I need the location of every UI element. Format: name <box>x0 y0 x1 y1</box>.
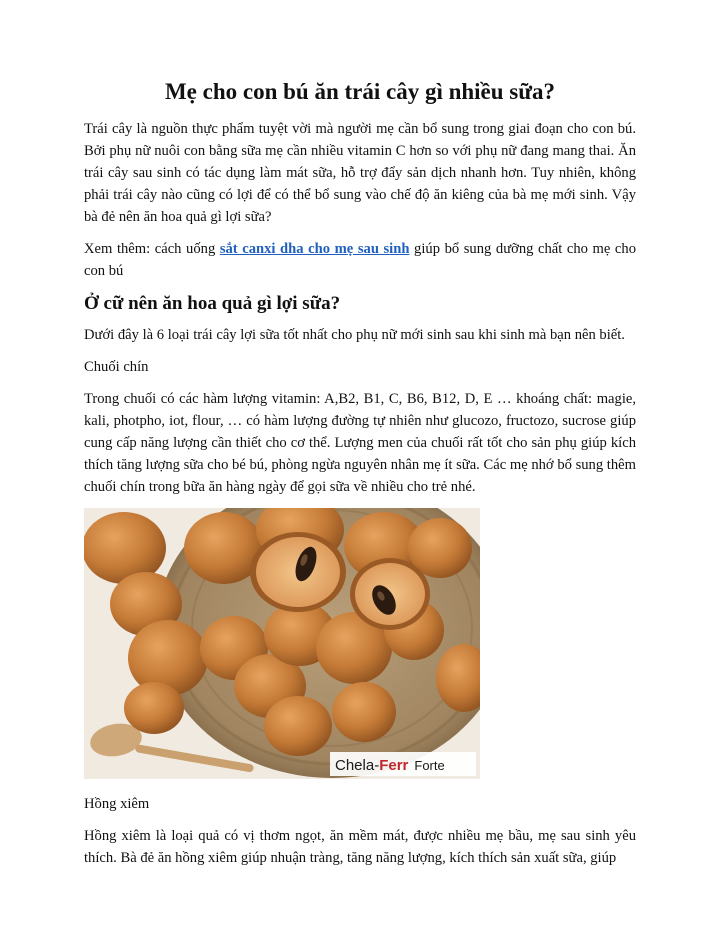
watermark-part-2: Ferr <box>379 757 409 774</box>
halved-fruit-2 <box>350 558 430 630</box>
chela-ferr-forte-watermark <box>330 752 476 776</box>
fruit-1-description: Trong chuối có các hàm lượng vitamin: A,B2, B1, C, B6, B12, D, E … khoáng chất: magie, kali, photpho, iot, flour, … có hàm lượng đường tự nhiên như glucozo, fructozo, sucrose giúp cung cấp năng lượng cần thiết cho cơ thể. Lượng men của chuối rất tốt cho sản phụ giúp kích thích tăng lượng sữa cho bé bú, phòng ngừa nguyên nhân mẹ ít sữa. Các mẹ nhớ bổ sung thêm chuối chín trong bữa ăn hàng ngày để gọi sữa về nhiều cho trẻ nhé. <box>84 391 636 495</box>
section-intro-paragraph: Dưới đây là 6 loại trái cây lợi sữa tốt nhất cho phụ nữ mới sinh sau khi sinh mà bạn nên biết. <box>84 327 625 343</box>
sapodilla-photo <box>84 508 480 779</box>
svg-text:Chela-FerrForte <box>335 757 445 774</box>
see-also-link[interactable]: sắt canxi dha cho mẹ sau sinh <box>219 241 410 257</box>
see-also-paragraph <box>84 238 636 282</box>
intro-paragraph: Trái cây là nguồn thực phẩm tuyệt vời mà người mẹ cần bổ sung trong giai đoạn cho con bú. Bởi phụ nữ nuôi con bằng sữa mẹ cần nhiều vitamin C hơn so với phụ nữ đang mang thai. Ăn trái cây sau sinh có tác dụng làm mát sữa, hỗ trợ đẩy sản dịch nhanh hơn. Tuy nhiên, không phải trái cây nào cũng có lợi để có thể bổ sung vào chế độ ăn kiêng của bà mẹ mới sinh. Vậy bà đẻ nên ăn hoa quả gì lợi sữa? <box>84 121 636 225</box>
fruit-2-name: Hồng xiêm <box>84 796 150 812</box>
fruit-2-description: Hồng xiêm là loại quả có vị thơm ngọt, ăn mềm mát, được nhiều mẹ bầu, mẹ sau sinh yêu thích. Bà đẻ ăn hồng xiêm giúp nhuận tràng, tăng năng lượng, kích thích sản xuất sữa, giúp <box>84 828 636 866</box>
document-content <box>84 78 636 879</box>
fruit-1-name: Chuối chín <box>84 359 149 375</box>
page-title: Mẹ cho con bú ăn trái cây gì nhiều sữa? <box>164 79 556 104</box>
section-heading: Ở cữ nên ăn hoa quả gì lợi sữa? <box>84 293 341 314</box>
halved-fruit-1 <box>250 532 346 612</box>
see-also-prefix: Xem thêm: cách uống <box>84 241 220 257</box>
watermark-part-1: Chela- <box>335 757 380 774</box>
see-also-suffix: giúp bổ sung dưỡng chất cho mẹ cho con bú <box>84 241 636 279</box>
sapodilla-basket-illustration <box>84 508 480 779</box>
watermark-part-3: Forte <box>414 758 445 773</box>
